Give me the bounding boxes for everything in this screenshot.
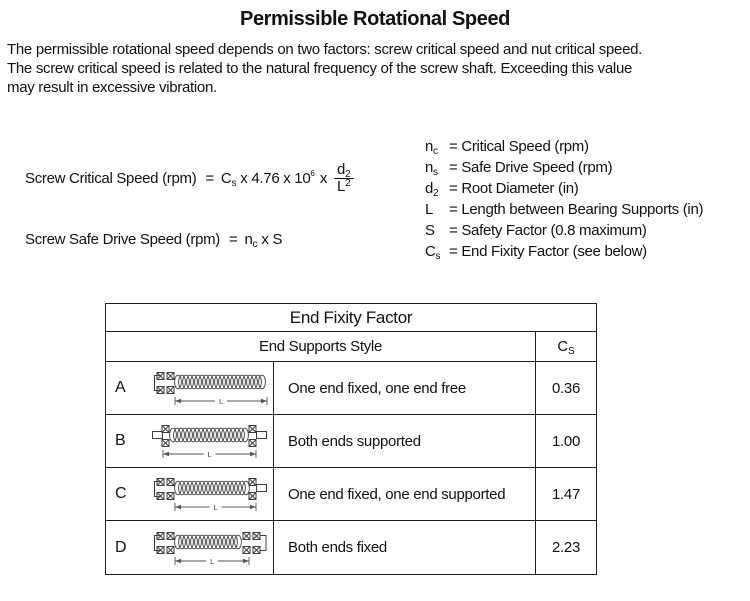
definition-symbol: S <box>425 222 435 239</box>
style-cell <box>106 415 274 467</box>
coefficient-term: $C_s$ x 4.76 x $10^6$ <box>220 168 315 189</box>
row-letter: A <box>115 379 126 396</box>
end-support-diagram-icon <box>150 423 272 461</box>
definition-symbol: L <box>425 201 434 218</box>
cs-column-header: $C_S$ <box>557 338 575 357</box>
fraction-denominator: $L^2$ <box>337 177 351 195</box>
style-cell <box>106 362 274 414</box>
definition-row <box>425 136 703 157</box>
table-title: End Fixity Factor <box>106 304 596 332</box>
intro-paragraph <box>7 40 749 97</box>
equals-sign: = <box>205 169 214 187</box>
row-description: One end fixed, one end free <box>274 362 536 414</box>
definition-symbol: $n_c$ <box>425 138 439 157</box>
svg-text:L: L <box>207 449 212 459</box>
definition-text: = Critical Speed (rpm) <box>449 138 589 155</box>
svg-text:L: L <box>213 502 218 512</box>
table-row <box>106 415 596 468</box>
end-support-diagram-icon <box>150 476 272 514</box>
definition-row <box>425 241 703 262</box>
row-description: Both ends supported <box>274 415 536 467</box>
critical-speed-formula <box>25 152 354 204</box>
row-letter: C <box>115 485 127 502</box>
end-support-diagram-icon <box>150 370 272 408</box>
cs-value: 2.23 <box>552 539 580 556</box>
intro-line: The permissible rotational speed depends on two factors: screw critical speed and nut critical speed. <box>7 41 643 58</box>
definition-symbol: $C_s$ <box>425 243 441 262</box>
cs-value: 1.47 <box>552 485 580 503</box>
definition-row <box>425 178 703 199</box>
style-cell <box>106 521 274 574</box>
table-row <box>106 521 596 574</box>
style-cell <box>106 468 274 520</box>
fraction-numerator: $d_2$ <box>337 160 351 180</box>
equals-sign: = <box>229 230 238 248</box>
definition-symbol: $d_2$ <box>425 180 439 199</box>
definitions-list <box>425 136 703 262</box>
end-fixity-table <box>105 303 597 575</box>
fraction <box>334 162 354 195</box>
definition-text: = Safety Factor (0.8 maximum) <box>449 222 647 239</box>
table-row <box>106 468 596 521</box>
row-letter: B <box>115 432 126 449</box>
row-description: One end fixed, one end supported <box>274 468 536 520</box>
intro-line: The screw critical speed is related to the natural frequency of the screw shaft. Exceeding this value <box>7 60 633 77</box>
safe-speed-formula <box>25 228 282 250</box>
definition-text: = Safe Drive Speed (rpm) <box>449 159 613 176</box>
page-title: Permissible Rotational Speed <box>240 8 510 30</box>
svg-text:L: L <box>219 396 223 406</box>
formula-label: Screw Safe Drive Speed (rpm) <box>25 230 221 248</box>
svg-text:L: L <box>210 556 214 566</box>
table-row <box>106 362 596 415</box>
intro-line: may result in excessive vibration. <box>7 79 217 96</box>
row-description: Both ends fixed <box>274 521 536 574</box>
definition-symbol: $n_s$ <box>425 159 439 178</box>
table-header-row <box>106 332 596 362</box>
definition-text: = Root Diameter (in) <box>449 180 579 197</box>
definition-row <box>425 157 703 178</box>
end-support-diagram-icon <box>150 530 272 568</box>
definition-text: = End Fixity Factor (see below) <box>449 243 647 260</box>
multiply-sign: x <box>319 169 328 187</box>
rhs-term: $n_c$ x S <box>244 230 283 250</box>
row-letter: D <box>115 538 127 556</box>
cs-value: 0.36 <box>552 379 580 397</box>
definition-row <box>425 220 703 241</box>
definition-text: = Length between Bearing Supports (in) <box>449 201 704 218</box>
end-supports-style-header: End Supports Style <box>106 332 536 361</box>
cs-value: 1.00 <box>552 432 580 450</box>
formula-label: Screw Critical Speed (rpm) <box>25 169 197 187</box>
definition-row <box>425 199 703 220</box>
